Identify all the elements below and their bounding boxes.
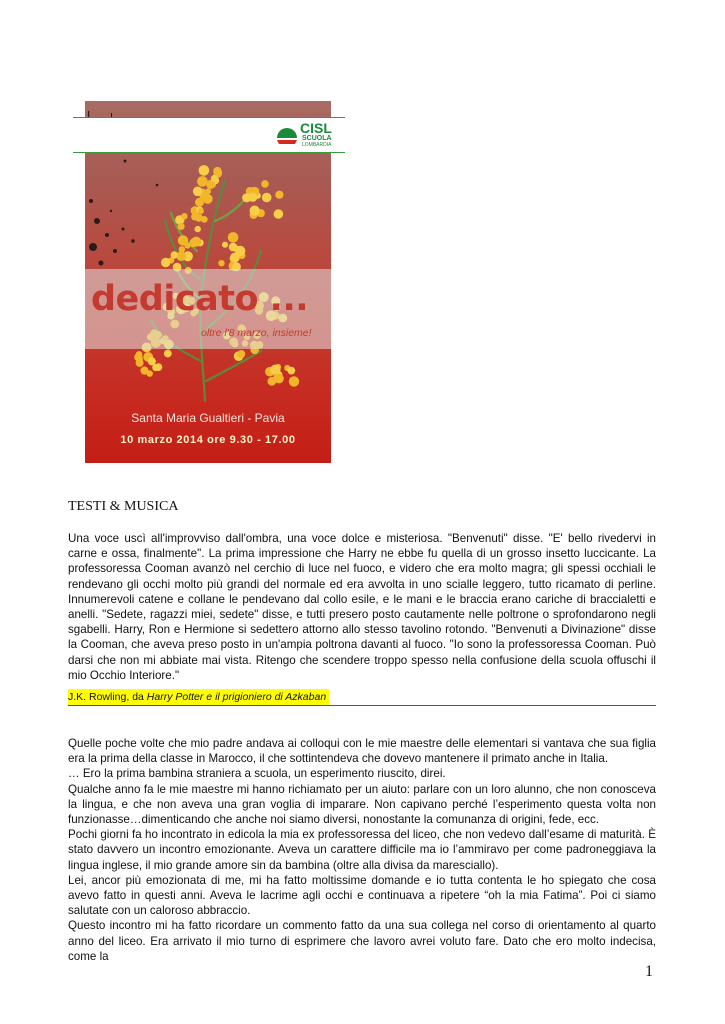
mimosa-blossom — [178, 235, 188, 245]
mimosa-blossom — [218, 260, 224, 266]
citation-work: Harry Potter e il prigioniero di Azkaban — [146, 691, 327, 703]
mimosa-blossom — [181, 213, 187, 219]
mimosa-blossom — [193, 187, 203, 197]
page-number: 1 — [645, 963, 653, 980]
poster-subtitle: oltre l'8 marzo, insieme! — [201, 327, 312, 339]
logo-sub: SCUOLA — [302, 135, 332, 142]
mimosa-blossom — [164, 350, 172, 358]
mimosa-blossom — [195, 198, 204, 207]
citation — [68, 689, 329, 705]
story-line: Qualche anno fa le mie maestre mi hanno richiamato per un aiuto: parlare con un loro alunno, che non conosceva la lingua, e che non aveva una gran voglia di imparare. Non capivano perché l’esperimento questa volta non funzionasse…dimenticando che anche noi siamo diversi, nonostante la comunanza di origini, fede, ecc. — [68, 782, 656, 827]
horizontal-rule — [68, 705, 656, 706]
event-poster — [85, 101, 331, 463]
mimosa-blossom — [197, 176, 208, 187]
mimosa-blossom — [171, 251, 178, 258]
story-line: Questo incontro mi ha fatto ricordare un commento fatto da una sua collega nel corso di orientamento al quarto anno del liceo. Era arrivato il mio turno di esprimere che lavoro avrei voluto fare. Dato che ero molto indecisa, come la — [68, 919, 656, 963]
poster-date: 10 marzo 2014 ore 9.30 - 17.00 — [120, 434, 296, 446]
excerpt-paragraph: Una voce uscì all'improvviso dall'ombra, una voce dolce e misteriosa. "Benvenuti" disse. "E' bello rivedervi in carne e ossa, finalmente". La prima impressione che Harry ne ebbe fu quella di un grosso insetto luccicante. La professoressa Cooman avanzò nel cerchio di luce nel fuoco, e videro che era molto magra; gli spessi occhiali le rendevano gli occhi molto più grandi del normale ed era avvolta in uno scialle leggero, tutto ricamato di perline. Innumerevoli catene e collane le pendevano dal collo esile, e le mani e le braccia erano cariche di braccialetti e anelli. "Sedete, ragazzi miei, sedete" disse, e tutti presero posto cautamente nelle poltrone o sprofondarono negli sgabelli. Harry, Ron e Hermione si sedettero attorno allo stesso tavolino rotondo. "Benvenuti a Divinazione" disse la Cooman, che aveva preso posto in un'ampia poltrona davanti al fuoco. "Io sono la professoressa Cooman. Può darsi che non mi abbiate mai vista. Ritengo che scendere troppo spesso nella confusione della scuola offuschi il mio Occhio Interiore." — [68, 532, 656, 682]
mimosa-blossom — [230, 253, 240, 263]
mimosa-blossom — [140, 367, 148, 375]
mimosa-blossom — [262, 193, 272, 203]
poster-place: Santa Maria Gualtieri - Pavia — [131, 411, 285, 425]
logo-name: CISL — [300, 120, 332, 136]
mimosa-blossom — [287, 367, 295, 375]
mimosa-blossom — [195, 214, 203, 222]
mimosa-blossom — [191, 237, 201, 247]
section-title: TESTI & MUSICA — [68, 499, 179, 514]
logo-region: LOMBARDIA — [302, 142, 332, 148]
cisl-logo-icon — [275, 124, 299, 146]
mimosa-blossom — [195, 226, 201, 232]
mimosa-blossom — [274, 374, 280, 380]
mimosa-blossom — [270, 365, 280, 375]
mimosa-blossom — [198, 208, 204, 214]
story-line: … Ero la prima bambina straniera a scuola, un esperimento riuscito, direi. — [68, 767, 446, 781]
personal-story — [68, 736, 656, 964]
mimosa-blossom — [275, 191, 283, 199]
mimosa-blossom — [237, 350, 245, 358]
mimosa-blossom — [222, 242, 228, 248]
mimosa-blossom — [199, 165, 210, 176]
story-line: Quelle poche volte che mio padre andava ai colloqui con le mie maestre delle elementari si vantava che sua figlia era la prima della classe in Marocco, il che sottintendeva che dovevo mantenere il primato anche in Italia. — [68, 737, 656, 766]
poster-title: dedicato ... — [91, 279, 309, 319]
mimosa-blossom — [250, 206, 260, 216]
cisl-scuola-logo — [275, 122, 341, 150]
citation-author: J.K. Rowling, da — [68, 691, 147, 703]
mimosa-blossom — [136, 359, 144, 367]
mimosa-blossom — [152, 364, 159, 371]
mimosa-blossom — [274, 209, 284, 219]
mimosa-blossom — [261, 180, 269, 188]
mimosa-blossom — [248, 193, 257, 202]
story-line: Pochi giorni fa ho incontrato in edicola la mia ex professoressa del liceo, che non vedevo dall’esame di maturità. È stato davvero un incontro emozionante. Aveva un carattere difficile ma io l’ammiravo per come padroneggiava la lingua inglese, il mio grande amore sin da bambina (oltre alla divisa da maresciallo). — [68, 828, 656, 872]
mimosa-blossom — [289, 376, 299, 386]
mimosa-blossom — [203, 194, 213, 204]
mimosa-blossom — [211, 175, 218, 182]
mimosa-blossom — [161, 258, 170, 267]
mimosa-blossom — [205, 188, 211, 194]
mimosa-blossom — [178, 223, 185, 230]
mimosa-blossom — [228, 232, 239, 243]
story-line: Lei, ancor più emozionata di me, mi ha fatto moltissime domande e io tutta contenta le ho spiegato che cosa avevo fatto in questi anni. Aveva le lacrime agli occhi e continuava a ripetere “oh la mia Fatima”. Poi ci siamo salutate con un caloroso abbraccio. — [68, 873, 656, 918]
